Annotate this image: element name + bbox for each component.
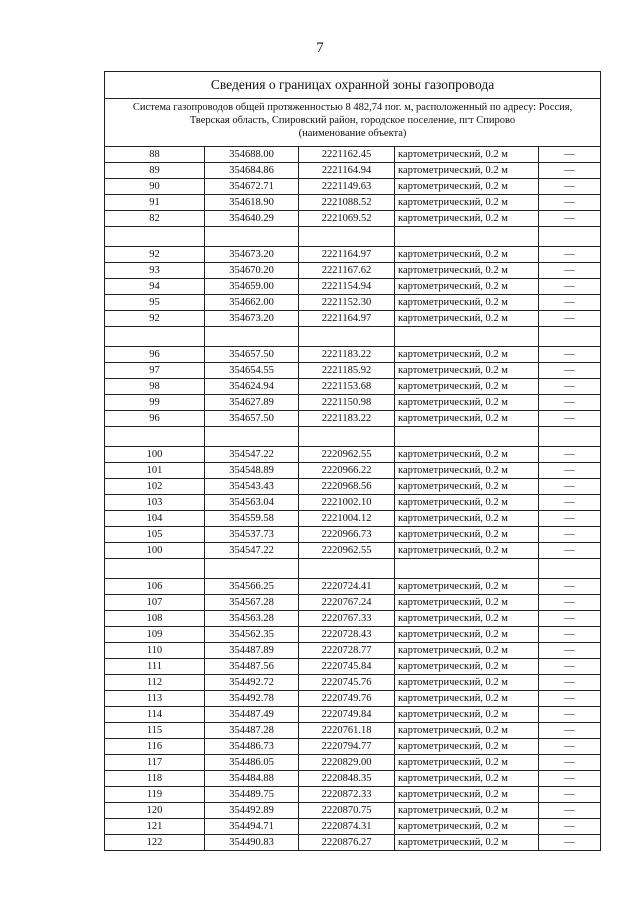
x-coordinate-cell: 354547.22 bbox=[205, 447, 299, 463]
y-coordinate-cell: 2220767.24 bbox=[299, 595, 395, 611]
note-cell: — bbox=[539, 527, 601, 543]
y-coordinate-cell: 2221004.12 bbox=[299, 511, 395, 527]
note-cell: — bbox=[539, 771, 601, 787]
point-number-cell: 118 bbox=[105, 771, 205, 787]
y-coordinate-cell: 2221153.68 bbox=[299, 379, 395, 395]
x-coordinate-cell: 354654.55 bbox=[205, 363, 299, 379]
method-accuracy-cell: картометрический, 0.2 м bbox=[395, 295, 539, 311]
note-cell: — bbox=[539, 691, 601, 707]
x-coordinate-cell: 354673.20 bbox=[205, 247, 299, 263]
y-coordinate-cell: 2221149.63 bbox=[299, 179, 395, 195]
point-number-cell: 98 bbox=[105, 379, 205, 395]
y-coordinate-cell: 2220745.84 bbox=[299, 659, 395, 675]
x-coordinate-cell: 354624.94 bbox=[205, 379, 299, 395]
x-coordinate-cell: 354492.78 bbox=[205, 691, 299, 707]
point-number-cell: 100 bbox=[105, 447, 205, 463]
method-accuracy-cell: картометрический, 0.2 м bbox=[395, 411, 539, 427]
point-number-cell: 89 bbox=[105, 163, 205, 179]
point-number-cell: 82 bbox=[105, 211, 205, 227]
point-number-cell: 119 bbox=[105, 787, 205, 803]
x-coordinate-cell: 354562.35 bbox=[205, 627, 299, 643]
table-row bbox=[105, 835, 601, 851]
point-number-cell: 113 bbox=[105, 691, 205, 707]
note-cell: — bbox=[539, 379, 601, 395]
empty-cell bbox=[205, 327, 299, 347]
point-number-cell: 96 bbox=[105, 347, 205, 363]
method-accuracy-cell: картометрический, 0.2 м bbox=[395, 195, 539, 211]
table-title: Сведения о границах охранной зоны газопровода bbox=[105, 72, 601, 99]
table-row bbox=[105, 279, 601, 295]
x-coordinate-cell: 354492.89 bbox=[205, 803, 299, 819]
table-row bbox=[105, 295, 601, 311]
method-accuracy-cell: картометрический, 0.2 м bbox=[395, 803, 539, 819]
point-number-cell: 91 bbox=[105, 195, 205, 211]
table-row bbox=[105, 379, 601, 395]
method-accuracy-cell: картометрический, 0.2 м bbox=[395, 787, 539, 803]
table-row bbox=[105, 211, 601, 227]
method-accuracy-cell: картометрический, 0.2 м bbox=[395, 395, 539, 411]
y-coordinate-cell: 2220876.27 bbox=[299, 835, 395, 851]
y-coordinate-cell: 2221150.98 bbox=[299, 395, 395, 411]
table-row bbox=[105, 495, 601, 511]
method-accuracy-cell: картометрический, 0.2 м bbox=[395, 463, 539, 479]
note-cell: — bbox=[539, 311, 601, 327]
point-number-cell: 105 bbox=[105, 527, 205, 543]
y-coordinate-cell: 2220968.56 bbox=[299, 479, 395, 495]
note-cell: — bbox=[539, 675, 601, 691]
x-coordinate-cell: 354559.58 bbox=[205, 511, 299, 527]
note-cell: — bbox=[539, 543, 601, 559]
method-accuracy-cell: картометрический, 0.2 м bbox=[395, 755, 539, 771]
table-row bbox=[105, 311, 601, 327]
note-cell: — bbox=[539, 707, 601, 723]
point-number-cell: 106 bbox=[105, 579, 205, 595]
table-row bbox=[105, 543, 601, 559]
table-row bbox=[105, 363, 601, 379]
note-cell: — bbox=[539, 819, 601, 835]
point-number-cell: 122 bbox=[105, 835, 205, 851]
note-cell: — bbox=[539, 595, 601, 611]
table-row bbox=[105, 511, 601, 527]
note-cell: — bbox=[539, 211, 601, 227]
empty-cell bbox=[395, 227, 539, 247]
table-row bbox=[105, 163, 601, 179]
table-row bbox=[105, 395, 601, 411]
x-coordinate-cell: 354684.86 bbox=[205, 163, 299, 179]
table-row bbox=[105, 527, 601, 543]
x-coordinate-cell: 354537.73 bbox=[205, 527, 299, 543]
table-row bbox=[105, 179, 601, 195]
method-accuracy-cell: картометрический, 0.2 м bbox=[395, 691, 539, 707]
x-coordinate-cell: 354688.00 bbox=[205, 147, 299, 163]
y-coordinate-cell: 2220761.18 bbox=[299, 723, 395, 739]
table-row bbox=[105, 195, 601, 211]
y-coordinate-cell: 2221069.52 bbox=[299, 211, 395, 227]
x-coordinate-cell: 354563.04 bbox=[205, 495, 299, 511]
method-accuracy-cell: картометрический, 0.2 м bbox=[395, 363, 539, 379]
empty-cell bbox=[299, 327, 395, 347]
point-number-cell: 100 bbox=[105, 543, 205, 559]
y-coordinate-cell: 2220728.43 bbox=[299, 627, 395, 643]
point-number-cell: 96 bbox=[105, 411, 205, 427]
note-cell: — bbox=[539, 395, 601, 411]
object-line-1: Система газопроводов общей протяженностью 8 482,74 пог. м, расположенный по адресу: Россия, bbox=[132, 102, 573, 113]
point-number-cell: 90 bbox=[105, 179, 205, 195]
x-coordinate-cell: 354627.89 bbox=[205, 395, 299, 411]
table-row bbox=[105, 463, 601, 479]
y-coordinate-cell: 2221185.92 bbox=[299, 363, 395, 379]
method-accuracy-cell: картометрический, 0.2 м bbox=[395, 311, 539, 327]
page-number: 7 bbox=[316, 40, 324, 56]
method-accuracy-cell: картометрический, 0.2 м bbox=[395, 675, 539, 691]
point-number-cell: 93 bbox=[105, 263, 205, 279]
note-cell: — bbox=[539, 411, 601, 427]
x-coordinate-cell: 354567.28 bbox=[205, 595, 299, 611]
y-coordinate-cell: 2221154.94 bbox=[299, 279, 395, 295]
object-line-3: (наименование объекта) bbox=[298, 128, 407, 139]
object-description bbox=[105, 99, 601, 147]
x-coordinate-cell: 354486.05 bbox=[205, 755, 299, 771]
point-number-cell: 110 bbox=[105, 643, 205, 659]
group-separator-row bbox=[105, 327, 601, 347]
note-cell: — bbox=[539, 263, 601, 279]
note-cell: — bbox=[539, 247, 601, 263]
method-accuracy-cell: картометрический, 0.2 м bbox=[395, 611, 539, 627]
title-row bbox=[105, 72, 601, 99]
method-accuracy-cell: картометрический, 0.2 м bbox=[395, 739, 539, 755]
empty-cell bbox=[299, 227, 395, 247]
x-coordinate-cell: 354640.29 bbox=[205, 211, 299, 227]
method-accuracy-cell: картометрический, 0.2 м bbox=[395, 595, 539, 611]
method-accuracy-cell: картометрический, 0.2 м bbox=[395, 147, 539, 163]
table-row bbox=[105, 771, 601, 787]
note-cell: — bbox=[539, 787, 601, 803]
x-coordinate-cell: 354484.88 bbox=[205, 771, 299, 787]
point-number-cell: 103 bbox=[105, 495, 205, 511]
note-cell: — bbox=[539, 447, 601, 463]
method-accuracy-cell: картометрический, 0.2 м bbox=[395, 627, 539, 643]
y-coordinate-cell: 2220870.75 bbox=[299, 803, 395, 819]
table-row bbox=[105, 675, 601, 691]
method-accuracy-cell: картометрический, 0.2 м bbox=[395, 527, 539, 543]
y-coordinate-cell: 2220874.31 bbox=[299, 819, 395, 835]
table-row bbox=[105, 627, 601, 643]
note-cell: — bbox=[539, 755, 601, 771]
empty-cell bbox=[395, 559, 539, 579]
method-accuracy-cell: картометрический, 0.2 м bbox=[395, 543, 539, 559]
x-coordinate-cell: 354659.00 bbox=[205, 279, 299, 295]
point-number-cell: 94 bbox=[105, 279, 205, 295]
point-number-cell: 115 bbox=[105, 723, 205, 739]
note-cell: — bbox=[539, 739, 601, 755]
y-coordinate-cell: 2221164.97 bbox=[299, 247, 395, 263]
x-coordinate-cell: 354657.50 bbox=[205, 347, 299, 363]
x-coordinate-cell: 354486.73 bbox=[205, 739, 299, 755]
y-coordinate-cell: 2220724.41 bbox=[299, 579, 395, 595]
y-coordinate-cell: 2220749.76 bbox=[299, 691, 395, 707]
y-coordinate-cell: 2220749.84 bbox=[299, 707, 395, 723]
table-row bbox=[105, 739, 601, 755]
x-coordinate-cell: 354487.49 bbox=[205, 707, 299, 723]
note-cell: — bbox=[539, 347, 601, 363]
x-coordinate-cell: 354548.89 bbox=[205, 463, 299, 479]
table-row bbox=[105, 819, 601, 835]
note-cell: — bbox=[539, 147, 601, 163]
point-number-cell: 112 bbox=[105, 675, 205, 691]
x-coordinate-cell: 354547.22 bbox=[205, 543, 299, 559]
method-accuracy-cell: картометрический, 0.2 м bbox=[395, 379, 539, 395]
note-cell: — bbox=[539, 579, 601, 595]
object-row bbox=[105, 99, 601, 147]
y-coordinate-cell: 2220966.22 bbox=[299, 463, 395, 479]
empty-cell bbox=[205, 427, 299, 447]
note-cell: — bbox=[539, 835, 601, 851]
method-accuracy-cell: картометрический, 0.2 м bbox=[395, 211, 539, 227]
table-row bbox=[105, 691, 601, 707]
x-coordinate-cell: 354494.71 bbox=[205, 819, 299, 835]
table-row bbox=[105, 479, 601, 495]
note-cell: — bbox=[539, 179, 601, 195]
table-row bbox=[105, 447, 601, 463]
method-accuracy-cell: картометрический, 0.2 м bbox=[395, 479, 539, 495]
table-row bbox=[105, 263, 601, 279]
note-cell: — bbox=[539, 723, 601, 739]
empty-cell bbox=[105, 327, 205, 347]
point-number-cell: 88 bbox=[105, 147, 205, 163]
table-row bbox=[105, 147, 601, 163]
y-coordinate-cell: 2221167.62 bbox=[299, 263, 395, 279]
method-accuracy-cell: картометрический, 0.2 м bbox=[395, 163, 539, 179]
method-accuracy-cell: картометрический, 0.2 м bbox=[395, 263, 539, 279]
empty-cell bbox=[105, 427, 205, 447]
table-row bbox=[105, 803, 601, 819]
method-accuracy-cell: картометрический, 0.2 м bbox=[395, 279, 539, 295]
note-cell: — bbox=[539, 627, 601, 643]
boundary-table bbox=[104, 71, 601, 851]
note-cell: — bbox=[539, 511, 601, 527]
x-coordinate-cell: 354487.56 bbox=[205, 659, 299, 675]
y-coordinate-cell: 2220829.00 bbox=[299, 755, 395, 771]
y-coordinate-cell: 2220745.76 bbox=[299, 675, 395, 691]
note-cell: — bbox=[539, 479, 601, 495]
y-coordinate-cell: 2221183.22 bbox=[299, 347, 395, 363]
table-row bbox=[105, 247, 601, 263]
x-coordinate-cell: 354543.43 bbox=[205, 479, 299, 495]
empty-cell bbox=[299, 427, 395, 447]
point-number-cell: 104 bbox=[105, 511, 205, 527]
note-cell: — bbox=[539, 463, 601, 479]
point-number-cell: 95 bbox=[105, 295, 205, 311]
y-coordinate-cell: 2220962.55 bbox=[299, 543, 395, 559]
empty-cell bbox=[105, 227, 205, 247]
method-accuracy-cell: картометрический, 0.2 м bbox=[395, 819, 539, 835]
point-number-cell: 97 bbox=[105, 363, 205, 379]
x-coordinate-cell: 354670.20 bbox=[205, 263, 299, 279]
group-separator-row bbox=[105, 427, 601, 447]
y-coordinate-cell: 2221164.94 bbox=[299, 163, 395, 179]
x-coordinate-cell: 354563.28 bbox=[205, 611, 299, 627]
note-cell: — bbox=[539, 659, 601, 675]
note-cell: — bbox=[539, 643, 601, 659]
point-number-cell: 114 bbox=[105, 707, 205, 723]
table-row bbox=[105, 755, 601, 771]
y-coordinate-cell: 2221152.30 bbox=[299, 295, 395, 311]
x-coordinate-cell: 354673.20 bbox=[205, 311, 299, 327]
method-accuracy-cell: картометрический, 0.2 м bbox=[395, 179, 539, 195]
empty-cell bbox=[539, 227, 601, 247]
note-cell: — bbox=[539, 611, 601, 627]
y-coordinate-cell: 2221088.52 bbox=[299, 195, 395, 211]
note-cell: — bbox=[539, 163, 601, 179]
note-cell: — bbox=[539, 803, 601, 819]
point-number-cell: 102 bbox=[105, 479, 205, 495]
method-accuracy-cell: картометрический, 0.2 м bbox=[395, 347, 539, 363]
y-coordinate-cell: 2221183.22 bbox=[299, 411, 395, 427]
y-coordinate-cell: 2220767.33 bbox=[299, 611, 395, 627]
empty-cell bbox=[539, 559, 601, 579]
note-cell: — bbox=[539, 363, 601, 379]
point-number-cell: 92 bbox=[105, 247, 205, 263]
table-row bbox=[105, 707, 601, 723]
y-coordinate-cell: 2220966.73 bbox=[299, 527, 395, 543]
method-accuracy-cell: картометрический, 0.2 м bbox=[395, 579, 539, 595]
method-accuracy-cell: картометрический, 0.2 м bbox=[395, 771, 539, 787]
y-coordinate-cell: 2221002.10 bbox=[299, 495, 395, 511]
point-number-cell: 99 bbox=[105, 395, 205, 411]
y-coordinate-cell: 2221162.45 bbox=[299, 147, 395, 163]
point-number-cell: 92 bbox=[105, 311, 205, 327]
object-line-2: Тверская область, Спировский район, городское поселение, пгт Спирово bbox=[189, 115, 516, 126]
point-number-cell: 117 bbox=[105, 755, 205, 771]
x-coordinate-cell: 354489.75 bbox=[205, 787, 299, 803]
x-coordinate-cell: 354672.71 bbox=[205, 179, 299, 195]
note-cell: — bbox=[539, 195, 601, 211]
point-number-cell: 109 bbox=[105, 627, 205, 643]
method-accuracy-cell: картометрический, 0.2 м bbox=[395, 495, 539, 511]
x-coordinate-cell: 354618.90 bbox=[205, 195, 299, 211]
method-accuracy-cell: картометрический, 0.2 м bbox=[395, 659, 539, 675]
point-number-cell: 108 bbox=[105, 611, 205, 627]
table-row bbox=[105, 643, 601, 659]
group-separator-row bbox=[105, 227, 601, 247]
point-number-cell: 120 bbox=[105, 803, 205, 819]
table-row bbox=[105, 411, 601, 427]
note-cell: — bbox=[539, 295, 601, 311]
table-row bbox=[105, 595, 601, 611]
point-number-cell: 121 bbox=[105, 819, 205, 835]
table-row bbox=[105, 723, 601, 739]
x-coordinate-cell: 354487.28 bbox=[205, 723, 299, 739]
point-number-cell: 101 bbox=[105, 463, 205, 479]
x-coordinate-cell: 354487.89 bbox=[205, 643, 299, 659]
table-row bbox=[105, 787, 601, 803]
method-accuracy-cell: картометрический, 0.2 м bbox=[395, 723, 539, 739]
x-coordinate-cell: 354657.50 bbox=[205, 411, 299, 427]
method-accuracy-cell: картометрический, 0.2 м bbox=[395, 447, 539, 463]
y-coordinate-cell: 2220962.55 bbox=[299, 447, 395, 463]
x-coordinate-cell: 354490.83 bbox=[205, 835, 299, 851]
y-coordinate-cell: 2221164.97 bbox=[299, 311, 395, 327]
method-accuracy-cell: картометрический, 0.2 м bbox=[395, 247, 539, 263]
method-accuracy-cell: картометрический, 0.2 м bbox=[395, 643, 539, 659]
x-coordinate-cell: 354662.00 bbox=[205, 295, 299, 311]
method-accuracy-cell: картометрический, 0.2 м bbox=[395, 707, 539, 723]
y-coordinate-cell: 2220848.35 bbox=[299, 771, 395, 787]
method-accuracy-cell: картометрический, 0.2 м bbox=[395, 511, 539, 527]
note-cell: — bbox=[539, 279, 601, 295]
y-coordinate-cell: 2220794.77 bbox=[299, 739, 395, 755]
empty-cell bbox=[299, 559, 395, 579]
table-row bbox=[105, 579, 601, 595]
y-coordinate-cell: 2220728.77 bbox=[299, 643, 395, 659]
group-separator-row bbox=[105, 559, 601, 579]
table-row bbox=[105, 611, 601, 627]
note-cell: — bbox=[539, 495, 601, 511]
empty-cell bbox=[539, 427, 601, 447]
point-number-cell: 116 bbox=[105, 739, 205, 755]
empty-cell bbox=[395, 427, 539, 447]
method-accuracy-cell: картометрический, 0.2 м bbox=[395, 835, 539, 851]
table-row bbox=[105, 347, 601, 363]
empty-cell bbox=[539, 327, 601, 347]
x-coordinate-cell: 354566.25 bbox=[205, 579, 299, 595]
point-number-cell: 107 bbox=[105, 595, 205, 611]
point-number-cell: 111 bbox=[105, 659, 205, 675]
empty-cell bbox=[205, 227, 299, 247]
empty-cell bbox=[205, 559, 299, 579]
empty-cell bbox=[105, 559, 205, 579]
y-coordinate-cell: 2220872.33 bbox=[299, 787, 395, 803]
table-row bbox=[105, 659, 601, 675]
x-coordinate-cell: 354492.72 bbox=[205, 675, 299, 691]
empty-cell bbox=[395, 327, 539, 347]
